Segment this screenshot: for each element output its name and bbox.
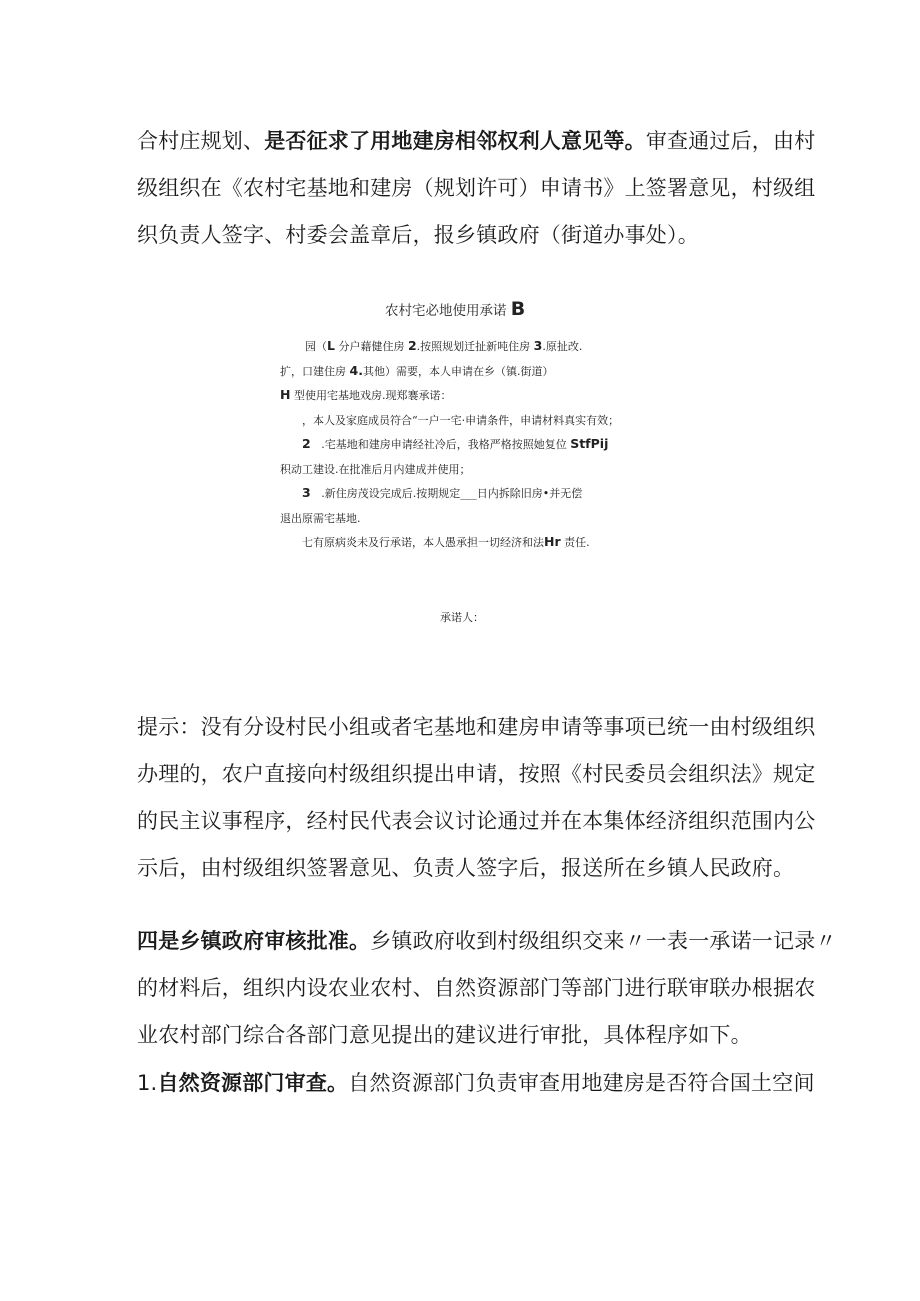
form-title-mark: B (510, 298, 526, 320)
form-bold: 3 (302, 485, 311, 500)
form-row-7 (302, 485, 582, 501)
para1-line-1 (137, 118, 816, 165)
form-bold: L (327, 338, 335, 353)
form-text: 园（ (305, 340, 327, 353)
form-row-8: 退出原需宅基地. (280, 512, 361, 525)
paragraph-4 (137, 1060, 815, 1107)
para2-line-2: 办理的，农户直接向村级组织提出申请，按照《村民委员会组织法》规定 (137, 762, 816, 786)
form-bold: StfPij (570, 436, 609, 451)
para3-line-3: 业农村部门综合各部门意见提出的建议进行审批，具体程序如下。 (137, 1023, 752, 1047)
form-blank: ___ (460, 487, 477, 500)
paragraph-3 (137, 918, 837, 1059)
form-bold: H (280, 387, 291, 402)
form-bold: 2 (302, 436, 311, 451)
form-text: 型使用宅基地戏房.现郑褰承诺： (293, 389, 452, 402)
form-text: 七有原病炎未及行承诺，本人愚承担一切经济和法 (302, 536, 544, 549)
form-signer-label: 承诺人： (440, 611, 484, 624)
para3-line-1 (137, 918, 837, 965)
list-number: 1. (137, 1071, 158, 1095)
bold-heading: 自然资源部门审查。 (157, 1071, 349, 1095)
text-run: 乡镇政府收到村级组织交来〃一表一承诺一记录〃 (370, 929, 837, 953)
form-title-text: 农村宅必地使用承诺 (385, 303, 507, 319)
form-text: .新住房茂设完成后.按期规定 (321, 487, 461, 500)
form-text: 扩，口建住房 (280, 365, 346, 378)
form-row-2 (280, 363, 553, 379)
para2-line-3: 的民主议事程序，经村民代表会议讨论通过并在本集体经济组织范围内公 (137, 809, 816, 833)
form-title (385, 298, 525, 320)
form-row-5 (302, 436, 608, 452)
form-row-4: ，本人及家庭成员符合“一户一宅·申请条件，申请材料真实有效； (302, 414, 620, 427)
form-text: 责任. (564, 536, 590, 549)
form-bold: 2 (407, 338, 417, 353)
form-row-6: 积动工建设.在批准后月内建成并使用； (280, 463, 471, 476)
bold-text: 是否征求了用地建房相邻权利人意见等。 (264, 129, 646, 153)
form-text: .按照规划迁扯新吨住房 (416, 340, 531, 353)
bold-heading: 四是乡镇政府审核批准。 (137, 929, 371, 953)
para1-line-2: 级组织在《农村宅基地和建房（规划许可）申请书》上签署意见，村级组 (137, 176, 816, 200)
form-text: 分户藉健住房 (338, 340, 405, 353)
paragraph-2 (137, 704, 816, 892)
form-bold: 3 (533, 338, 543, 353)
para4-line-1 (137, 1060, 815, 1107)
text-run: 审查通过后，由村 (645, 129, 816, 153)
form-row-9 (302, 534, 590, 550)
form-row-3 (280, 387, 451, 403)
form-text: .原扯改. (542, 340, 583, 353)
para2-line-4: 示后，由村级组织签署意见、负责人签字后，报送所在乡镇人民政府。 (137, 856, 795, 880)
form-bold: Hr (544, 534, 561, 549)
para1-line-3: 织负责人签字、村委会盖章后，报乡镇政府（街道办事处）。 (137, 223, 699, 247)
para3-line-2: 的材料后，组织内设农业农村、自然资源部门等部门进行联审联办根据农 (137, 976, 816, 1000)
text-run: 合村庄规划、 (137, 129, 265, 153)
para2-line-1: 提示：没有分设村民小组或者宅基地和建房申请等事项已统一由村级组织 (137, 715, 816, 739)
form-text: 其他）需要，本人申请在乡（镇.街道） (362, 365, 554, 378)
text-run: 自然资源部门负责审查用地建房是否符合国土空间 (348, 1071, 815, 1095)
paragraph-1 (137, 118, 816, 259)
form-text: .宅基地和建房申请经社冷后，我格严格按照她复位 (321, 438, 567, 451)
form-row-1 (305, 338, 582, 354)
form-bold: 4. (349, 363, 363, 378)
form-text: 日内拆除旧房•并无偿 (476, 487, 583, 500)
